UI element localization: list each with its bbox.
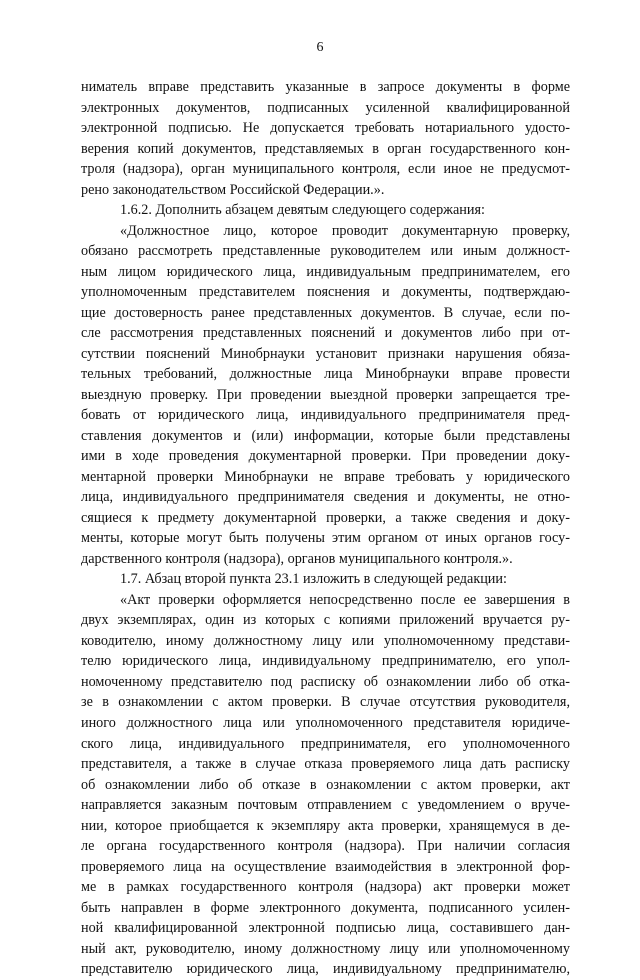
text-line: ниматель вправе представить указанные в запросе документы в форме [81,79,570,95]
text-line: лица, индивидуального предпринимателя сведения и документы, не отно- [81,489,570,506]
text-line: представителю юридического лица, индивидуальному предпринимателю, [81,961,570,978]
text-line: щие достоверность ранее представленных документов. В случае, если по- [81,304,570,321]
body-text [81,77,570,980]
text-line: уполномоченным представителем пояснения и документы, подтверждаю- [81,284,570,301]
text-line: ими в ходе проведения документарной проверки. При проведении доку- [81,448,570,465]
text-line: «Акт проверки оформляется непосредственно после ее завершения в [120,591,570,608]
text-line: нии, которое приобщается к экземпляру акта проверки, хранящемуся в де- [81,817,570,834]
text-line: 1.6.2. Дополнить абзацем девятым следующего содержания: [120,202,485,219]
text-line: электронных документов, подписанных усиленной квалифицированной [81,99,570,116]
text-line: об ознакомлении либо об отказе в ознакомлении с актом проверки, акт [81,776,570,793]
text-line: быть направлен в форме электронного документа, подписанного усилен- [81,899,570,916]
text-line: ководителю, иному должностному лицу или уполномоченному представи- [81,632,570,649]
text-line: ставления документов и (или) информации, которые были представлены [81,427,570,444]
text-line: представителя, а также в случае отказа проверяемого лица дать расписку [81,756,570,773]
text-line: сутствии пояснений Минобрнауки установит признаки нарушения обяза- [81,345,570,362]
text-line: ным лицом юридического лица, индивидуальным предпринимателем, его [81,263,570,280]
text-line: троля (надзора), орган муниципального контроля, если иное не предусмот- [81,161,570,178]
text-line: сящиеся к предмету документарной проверки, а также сведения и доку- [81,509,570,526]
text-line: менты, которые могут быть получены этим органом от иных органов госу- [81,530,570,547]
text-line: ле органа государственного контроля (надзора). При наличии согласия [81,838,570,855]
text-line: 1.7. Абзац второй пункта 23.1 изложить в следующей редакции: [120,571,507,588]
text-line: верения копий документов, представляемых в орган государственного кон- [81,140,570,157]
text-line: обязано рассмотреть представленные руководителем или иным должност- [81,243,570,260]
text-line: ского лица, индивидуального предпринимателя, его уполномоченного [81,735,570,752]
text-line: направляется заказным почтовым отправлением с уведомлением о вруче- [81,797,570,814]
text-line: номоченному представителю под расписку об ознакомлении либо об отка- [81,673,570,690]
text-line: рено законодательством Российской Федерации.». [81,181,385,198]
text-line: проверяемого лица на осуществление взаимодействия в электронной фор- [81,858,570,875]
text-line: иного должностного лица или уполномоченного представителя юридиче- [81,714,570,731]
text-line: электронной подписью. Не допускается требовать нотариального удосто- [81,120,570,137]
text-line: «Должностное лицо, которое проводит документарную проверку, [120,222,570,239]
page-number: 6 [316,40,324,55]
text-line: дарственного контроля (надзора), органов муниципального контроля.». [81,550,513,567]
text-line: зе в ознакомлении с актом проверки. В случае отсутствия руководителя, [81,694,570,711]
text-line: ме в рамках государственного контроля (надзора) акт проверки может [81,879,570,896]
text-line: сле рассмотрения представленных пояснений и документов либо при от- [81,325,570,342]
text-line: бовать от юридического лица, индивидуального предпринимателя пред- [81,407,570,424]
text-line: ментарной проверки Минобрнауки не вправе требовать у юридического [81,468,570,485]
text-line: двух экземплярах, один из которых с копиями приложений вручается ру- [81,612,570,629]
text-line: выездную проверку. При проведении выездной проверки запрещается тре- [81,386,570,403]
text-line: ной квалифицированной электронной подписью лица, составившего дан- [81,920,570,937]
text-line: тельных требований, должностные лица Минобрнауки вправе провести [81,366,570,383]
text-line: ный акт, руководителю, иному должностному лицу или уполномоченному [81,940,570,957]
text-line: телю юридического лица, индивидуальному предпринимателю, его упол- [81,653,570,670]
